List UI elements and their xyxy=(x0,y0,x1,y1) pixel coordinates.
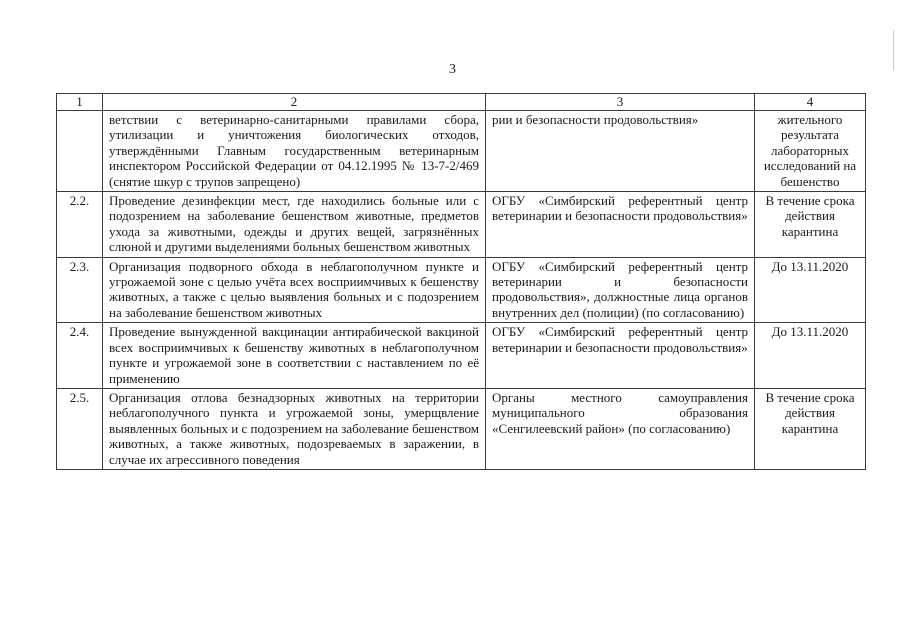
term-cell: До 13.11.2020 xyxy=(755,323,866,389)
scan-artifact-mark xyxy=(893,30,894,70)
term-cell: жительного результата лабораторных исследований на бешенство xyxy=(755,111,866,192)
measure-cell: Проведение дезинфекции мест, где находились больные или с подозрением на заболевание бешенством животные, предметов ухода за животными, одежды и других вещей, загрязнённых слюной и другими выделениями больных бешенством животных xyxy=(103,192,486,258)
measure-cell: ветствии с ветеринарно-санитарными правилами сбора, утилизации и уничтожения биологических отходов, утверждёнными Главным государственным ветеринарным инспектором Российской Федерации от 04.12.1995 № 13-7-2/469 (снятие шкур с трупов запрещено) xyxy=(103,111,486,192)
column-header-1: 1 xyxy=(57,94,103,111)
row-number: 2.4. xyxy=(57,323,103,389)
responsible-cell: рии и безопасности продовольствия» xyxy=(486,111,755,192)
measure-cell: Проведение вынужденной вакцинации антирабической вакциной всех восприимчивых к бешенству животных в неблагополучном пункте и угрожаемой зоне в соответствии с наставлением по её применению xyxy=(103,323,486,389)
table-row xyxy=(57,192,866,258)
table-row xyxy=(57,257,866,323)
table-row xyxy=(57,388,866,469)
measures-table xyxy=(56,93,866,470)
responsible-cell: ОГБУ «Симбирский референтный центр ветеринарии и безопасности продовольствия» xyxy=(486,192,755,258)
column-header-4: 4 xyxy=(755,94,866,111)
row-number-empty xyxy=(57,111,103,192)
page-number: 3 xyxy=(449,62,456,77)
column-header-3: 3 xyxy=(486,94,755,111)
table-row xyxy=(57,323,866,389)
measure-cell: Организация подворного обхода в неблагополучном пункте и угрожаемой зоне с целью учёта всех восприимчивых к бешенству животных, а также с целью выявления больных и с подозрением на заболевание бешенством животных xyxy=(103,257,486,323)
row-number: 2.5. xyxy=(57,388,103,469)
term-cell: До 13.11.2020 xyxy=(755,257,866,323)
term-cell: В течение срока действия карантина xyxy=(755,192,866,258)
row-number: 2.2. xyxy=(57,192,103,258)
row-number: 2.3. xyxy=(57,257,103,323)
column-header-2: 2 xyxy=(103,94,486,111)
responsible-cell: ОГБУ «Симбирский референтный центр ветеринарии и безопасности продовольствия» xyxy=(486,323,755,389)
responsible-cell: ОГБУ «Симбирский референтный центр ветеринарии и безопасности продовольствия», должностные лица органов внутренних дел (полиции) (по согласованию) xyxy=(486,257,755,323)
table-header-row xyxy=(57,94,866,111)
term-cell: В течение срока действия карантина xyxy=(755,388,866,469)
responsible-cell: Органы местного самоуправления муниципального образования «Сенгилеевский район» (по согласованию) xyxy=(486,388,755,469)
measure-cell: Организация отлова безнадзорных животных на территории неблагополучного пункта и угрожаемой зоны, умерщвление выявленных больных и с подозрением на заболевание бешенством животных, а также животных, подозреваемых в заражении, в случае их агрессивного поведения xyxy=(103,388,486,469)
table-row-continuation xyxy=(57,111,866,192)
